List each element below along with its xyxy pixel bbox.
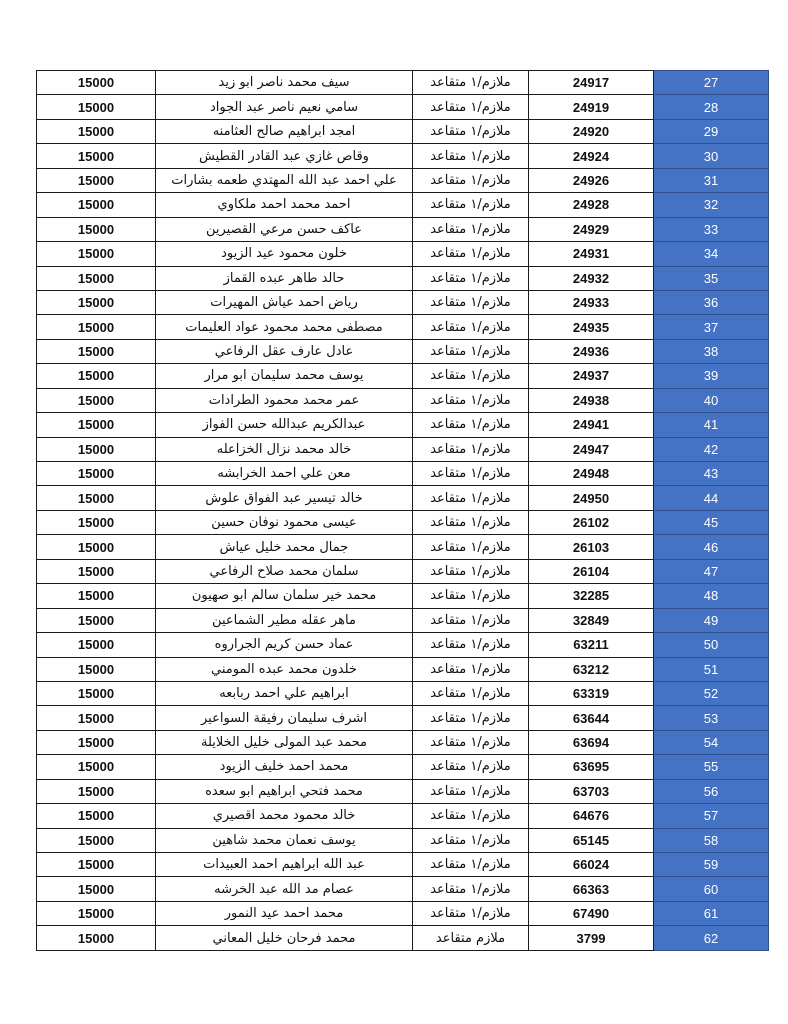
amount-cell: 15000 bbox=[37, 437, 156, 461]
rank-cell: ملازم/١ متقاعد bbox=[413, 755, 529, 779]
rank-cell: ملازم/١ متقاعد bbox=[413, 193, 529, 217]
name-cell: عمر محمد محمود الطرادات bbox=[156, 388, 413, 412]
index-cell: 45 bbox=[654, 510, 769, 534]
rank-cell: ملازم/١ متقاعد bbox=[413, 486, 529, 510]
rank-cell: ملازم/١ متقاعد bbox=[413, 71, 529, 95]
number-cell: 24935 bbox=[529, 315, 654, 339]
table-row bbox=[37, 633, 769, 657]
index-cell: 44 bbox=[654, 486, 769, 510]
table-row bbox=[37, 877, 769, 901]
name-cell: محمد احمد عيد النمور bbox=[156, 901, 413, 925]
index-cell: 46 bbox=[654, 535, 769, 559]
table-row bbox=[37, 119, 769, 143]
rank-cell: ملازم/١ متقاعد bbox=[413, 730, 529, 754]
name-cell: ماهر عقله مطير الشماعين bbox=[156, 608, 413, 632]
name-cell: محمد خير سلمان سالم ابو صهيون bbox=[156, 584, 413, 608]
name-cell: امجد ابراهيم صالح العثامنه bbox=[156, 119, 413, 143]
name-cell: حالد طاهر عبده القماز bbox=[156, 266, 413, 290]
rank-cell: ملازم/١ متقاعد bbox=[413, 144, 529, 168]
index-cell: 31 bbox=[654, 168, 769, 192]
amount-cell: 15000 bbox=[37, 608, 156, 632]
number-cell: 3799 bbox=[529, 926, 654, 950]
number-cell: 24920 bbox=[529, 119, 654, 143]
name-cell: احمد محمد احمد ملكاوي bbox=[156, 193, 413, 217]
name-cell: خلون محمود عيد الزيود bbox=[156, 242, 413, 266]
index-cell: 40 bbox=[654, 388, 769, 412]
name-cell: علي احمد عبد الله المهتدي طعمه بشارات bbox=[156, 168, 413, 192]
index-cell: 52 bbox=[654, 681, 769, 705]
amount-cell: 15000 bbox=[37, 119, 156, 143]
name-cell: سلمان محمد صلاح الرفاعي bbox=[156, 559, 413, 583]
number-cell: 24926 bbox=[529, 168, 654, 192]
amount-cell: 15000 bbox=[37, 804, 156, 828]
table-row bbox=[37, 510, 769, 534]
amount-cell: 15000 bbox=[37, 242, 156, 266]
index-cell: 41 bbox=[654, 413, 769, 437]
amount-cell: 15000 bbox=[37, 266, 156, 290]
number-cell: 63644 bbox=[529, 706, 654, 730]
rank-cell: ملازم/١ متقاعد bbox=[413, 437, 529, 461]
table-row bbox=[37, 193, 769, 217]
name-cell: عماد حسن كريم الجراروه bbox=[156, 633, 413, 657]
amount-cell: 15000 bbox=[37, 144, 156, 168]
table-row bbox=[37, 486, 769, 510]
index-cell: 39 bbox=[654, 364, 769, 388]
amount-cell: 15000 bbox=[37, 559, 156, 583]
number-cell: 24924 bbox=[529, 144, 654, 168]
index-cell: 32 bbox=[654, 193, 769, 217]
table-row bbox=[37, 828, 769, 852]
number-cell: 63695 bbox=[529, 755, 654, 779]
amount-cell: 15000 bbox=[37, 853, 156, 877]
rank-cell: ملازم/١ متقاعد bbox=[413, 217, 529, 241]
name-cell: عادل عارف عقل الرفاعي bbox=[156, 339, 413, 363]
number-cell: 24917 bbox=[529, 71, 654, 95]
table-row bbox=[37, 804, 769, 828]
rank-cell: ملازم/١ متقاعد bbox=[413, 681, 529, 705]
index-cell: 35 bbox=[654, 266, 769, 290]
table-row bbox=[37, 168, 769, 192]
table-row bbox=[37, 217, 769, 241]
index-cell: 49 bbox=[654, 608, 769, 632]
index-cell: 62 bbox=[654, 926, 769, 950]
number-cell: 26103 bbox=[529, 535, 654, 559]
table-row bbox=[37, 71, 769, 95]
amount-cell: 15000 bbox=[37, 71, 156, 95]
name-cell: عبد الله ابراهيم احمد العبيدات bbox=[156, 853, 413, 877]
table-row bbox=[37, 730, 769, 754]
amount-cell: 15000 bbox=[37, 462, 156, 486]
index-cell: 60 bbox=[654, 877, 769, 901]
index-cell: 36 bbox=[654, 290, 769, 314]
table-row bbox=[37, 437, 769, 461]
number-cell: 24933 bbox=[529, 290, 654, 314]
rank-cell: ملازم/١ متقاعد bbox=[413, 242, 529, 266]
amount-cell: 15000 bbox=[37, 584, 156, 608]
amount-cell: 15000 bbox=[37, 706, 156, 730]
index-cell: 51 bbox=[654, 657, 769, 681]
amount-cell: 15000 bbox=[37, 926, 156, 950]
name-cell: محمد احمد خليف الزيود bbox=[156, 755, 413, 779]
amount-cell: 15000 bbox=[37, 681, 156, 705]
amount-cell: 15000 bbox=[37, 339, 156, 363]
index-cell: 50 bbox=[654, 633, 769, 657]
amount-cell: 15000 bbox=[37, 168, 156, 192]
index-cell: 27 bbox=[654, 71, 769, 95]
number-cell: 32285 bbox=[529, 584, 654, 608]
rank-cell: ملازم/١ متقاعد bbox=[413, 364, 529, 388]
table-row bbox=[37, 315, 769, 339]
amount-cell: 15000 bbox=[37, 633, 156, 657]
amount-cell: 15000 bbox=[37, 779, 156, 803]
number-cell: 24929 bbox=[529, 217, 654, 241]
number-cell: 24919 bbox=[529, 95, 654, 119]
rank-cell: ملازم/١ متقاعد bbox=[413, 413, 529, 437]
amount-cell: 15000 bbox=[37, 828, 156, 852]
table-row bbox=[37, 779, 769, 803]
rank-cell: ملازم/١ متقاعد bbox=[413, 657, 529, 681]
table-row bbox=[37, 681, 769, 705]
records-table-body bbox=[37, 71, 769, 951]
index-cell: 37 bbox=[654, 315, 769, 339]
name-cell: عبدالكريم عبدالله حسن الفواز bbox=[156, 413, 413, 437]
name-cell: اشرف سليمان رفيقة السواعير bbox=[156, 706, 413, 730]
index-cell: 47 bbox=[654, 559, 769, 583]
number-cell: 67490 bbox=[529, 901, 654, 925]
rank-cell: ملازم متقاعد bbox=[413, 926, 529, 950]
rank-cell: ملازم/١ متقاعد bbox=[413, 510, 529, 534]
index-cell: 57 bbox=[654, 804, 769, 828]
amount-cell: 15000 bbox=[37, 388, 156, 412]
rank-cell: ملازم/١ متقاعد bbox=[413, 901, 529, 925]
name-cell: خالد محمود محمد اقصيري bbox=[156, 804, 413, 828]
number-cell: 24936 bbox=[529, 339, 654, 363]
name-cell: عيسى محمود نوفان حسين bbox=[156, 510, 413, 534]
amount-cell: 15000 bbox=[37, 413, 156, 437]
table-row bbox=[37, 657, 769, 681]
index-cell: 53 bbox=[654, 706, 769, 730]
number-cell: 63703 bbox=[529, 779, 654, 803]
rank-cell: ملازم/١ متقاعد bbox=[413, 779, 529, 803]
rank-cell: ملازم/١ متقاعد bbox=[413, 339, 529, 363]
index-cell: 61 bbox=[654, 901, 769, 925]
rank-cell: ملازم/١ متقاعد bbox=[413, 266, 529, 290]
name-cell: محمد فرحان خليل المعاني bbox=[156, 926, 413, 950]
table-row bbox=[37, 266, 769, 290]
table-row bbox=[37, 95, 769, 119]
index-cell: 55 bbox=[654, 755, 769, 779]
table-row bbox=[37, 388, 769, 412]
rank-cell: ملازم/١ متقاعد bbox=[413, 584, 529, 608]
rank-cell: ملازم/١ متقاعد bbox=[413, 804, 529, 828]
amount-cell: 15000 bbox=[37, 290, 156, 314]
rank-cell: ملازم/١ متقاعد bbox=[413, 119, 529, 143]
name-cell: سامي نعيم ناصر عبد الجواد bbox=[156, 95, 413, 119]
name-cell: خالد محمد نزال الخزاعله bbox=[156, 437, 413, 461]
rank-cell: ملازم/١ متقاعد bbox=[413, 315, 529, 339]
name-cell: خلدون محمد عبده المومني bbox=[156, 657, 413, 681]
name-cell: خالد تيسير عبد الفواق علوش bbox=[156, 486, 413, 510]
table-row bbox=[37, 901, 769, 925]
number-cell: 24948 bbox=[529, 462, 654, 486]
index-cell: 56 bbox=[654, 779, 769, 803]
table-row bbox=[37, 462, 769, 486]
index-cell: 28 bbox=[654, 95, 769, 119]
table-row bbox=[37, 706, 769, 730]
index-cell: 48 bbox=[654, 584, 769, 608]
name-cell: جمال محمد خليل عياش bbox=[156, 535, 413, 559]
rank-cell: ملازم/١ متقاعد bbox=[413, 168, 529, 192]
number-cell: 63694 bbox=[529, 730, 654, 754]
name-cell: معن علي احمد الخرابشه bbox=[156, 462, 413, 486]
amount-cell: 15000 bbox=[37, 486, 156, 510]
table-row bbox=[37, 535, 769, 559]
table-row bbox=[37, 339, 769, 363]
rank-cell: ملازم/١ متقاعد bbox=[413, 559, 529, 583]
amount-cell: 15000 bbox=[37, 657, 156, 681]
table-row bbox=[37, 559, 769, 583]
table-row bbox=[37, 926, 769, 950]
number-cell: 63211 bbox=[529, 633, 654, 657]
table-row bbox=[37, 584, 769, 608]
index-cell: 54 bbox=[654, 730, 769, 754]
number-cell: 64676 bbox=[529, 804, 654, 828]
number-cell: 26102 bbox=[529, 510, 654, 534]
name-cell: محمد فتحي ابراهيم ابو سعده bbox=[156, 779, 413, 803]
name-cell: مصطفى محمد محمود عواد العليمات bbox=[156, 315, 413, 339]
index-cell: 42 bbox=[654, 437, 769, 461]
number-cell: 26104 bbox=[529, 559, 654, 583]
number-cell: 24947 bbox=[529, 437, 654, 461]
number-cell: 24937 bbox=[529, 364, 654, 388]
amount-cell: 15000 bbox=[37, 510, 156, 534]
number-cell: 63212 bbox=[529, 657, 654, 681]
rank-cell: ملازم/١ متقاعد bbox=[413, 853, 529, 877]
rank-cell: ملازم/١ متقاعد bbox=[413, 95, 529, 119]
index-cell: 34 bbox=[654, 242, 769, 266]
amount-cell: 15000 bbox=[37, 877, 156, 901]
amount-cell: 15000 bbox=[37, 730, 156, 754]
index-cell: 30 bbox=[654, 144, 769, 168]
name-cell: يوسف نعمان محمد شاهين bbox=[156, 828, 413, 852]
index-cell: 38 bbox=[654, 339, 769, 363]
name-cell: ابراهيم علي احمد ربابعه bbox=[156, 681, 413, 705]
table-row bbox=[37, 853, 769, 877]
table-row bbox=[37, 755, 769, 779]
rank-cell: ملازم/١ متقاعد bbox=[413, 608, 529, 632]
name-cell: يوسف محمد سليمان ابو مرار bbox=[156, 364, 413, 388]
table-row bbox=[37, 290, 769, 314]
name-cell: عاكف حسن مرعي القصيرين bbox=[156, 217, 413, 241]
table-row bbox=[37, 608, 769, 632]
amount-cell: 15000 bbox=[37, 315, 156, 339]
number-cell: 65145 bbox=[529, 828, 654, 852]
index-cell: 33 bbox=[654, 217, 769, 241]
number-cell: 66024 bbox=[529, 853, 654, 877]
number-cell: 66363 bbox=[529, 877, 654, 901]
rank-cell: ملازم/١ متقاعد bbox=[413, 462, 529, 486]
amount-cell: 15000 bbox=[37, 95, 156, 119]
records-table bbox=[36, 70, 769, 951]
number-cell: 24938 bbox=[529, 388, 654, 412]
index-cell: 43 bbox=[654, 462, 769, 486]
amount-cell: 15000 bbox=[37, 755, 156, 779]
number-cell: 24941 bbox=[529, 413, 654, 437]
rank-cell: ملازم/١ متقاعد bbox=[413, 706, 529, 730]
number-cell: 24932 bbox=[529, 266, 654, 290]
rank-cell: ملازم/١ متقاعد bbox=[413, 877, 529, 901]
number-cell: 24931 bbox=[529, 242, 654, 266]
table-row bbox=[37, 242, 769, 266]
name-cell: رياض احمد عياش المهيرات bbox=[156, 290, 413, 314]
amount-cell: 15000 bbox=[37, 901, 156, 925]
table-row bbox=[37, 413, 769, 437]
amount-cell: 15000 bbox=[37, 535, 156, 559]
name-cell: عصام مد الله عبد الخرشه bbox=[156, 877, 413, 901]
rank-cell: ملازم/١ متقاعد bbox=[413, 535, 529, 559]
amount-cell: 15000 bbox=[37, 217, 156, 241]
amount-cell: 15000 bbox=[37, 364, 156, 388]
name-cell: محمد عبد المولى خليل الخلايلة bbox=[156, 730, 413, 754]
index-cell: 29 bbox=[654, 119, 769, 143]
number-cell: 32849 bbox=[529, 608, 654, 632]
number-cell: 63319 bbox=[529, 681, 654, 705]
table-row bbox=[37, 364, 769, 388]
index-cell: 59 bbox=[654, 853, 769, 877]
amount-cell: 15000 bbox=[37, 193, 156, 217]
name-cell: وقاص غازي عبد القادر القطيش bbox=[156, 144, 413, 168]
rank-cell: ملازم/١ متقاعد bbox=[413, 828, 529, 852]
number-cell: 24950 bbox=[529, 486, 654, 510]
rank-cell: ملازم/١ متقاعد bbox=[413, 290, 529, 314]
rank-cell: ملازم/١ متقاعد bbox=[413, 633, 529, 657]
index-cell: 58 bbox=[654, 828, 769, 852]
table-row bbox=[37, 144, 769, 168]
rank-cell: ملازم/١ متقاعد bbox=[413, 388, 529, 412]
name-cell: سيف محمد ناصر ابو زيد bbox=[156, 71, 413, 95]
number-cell: 24928 bbox=[529, 193, 654, 217]
